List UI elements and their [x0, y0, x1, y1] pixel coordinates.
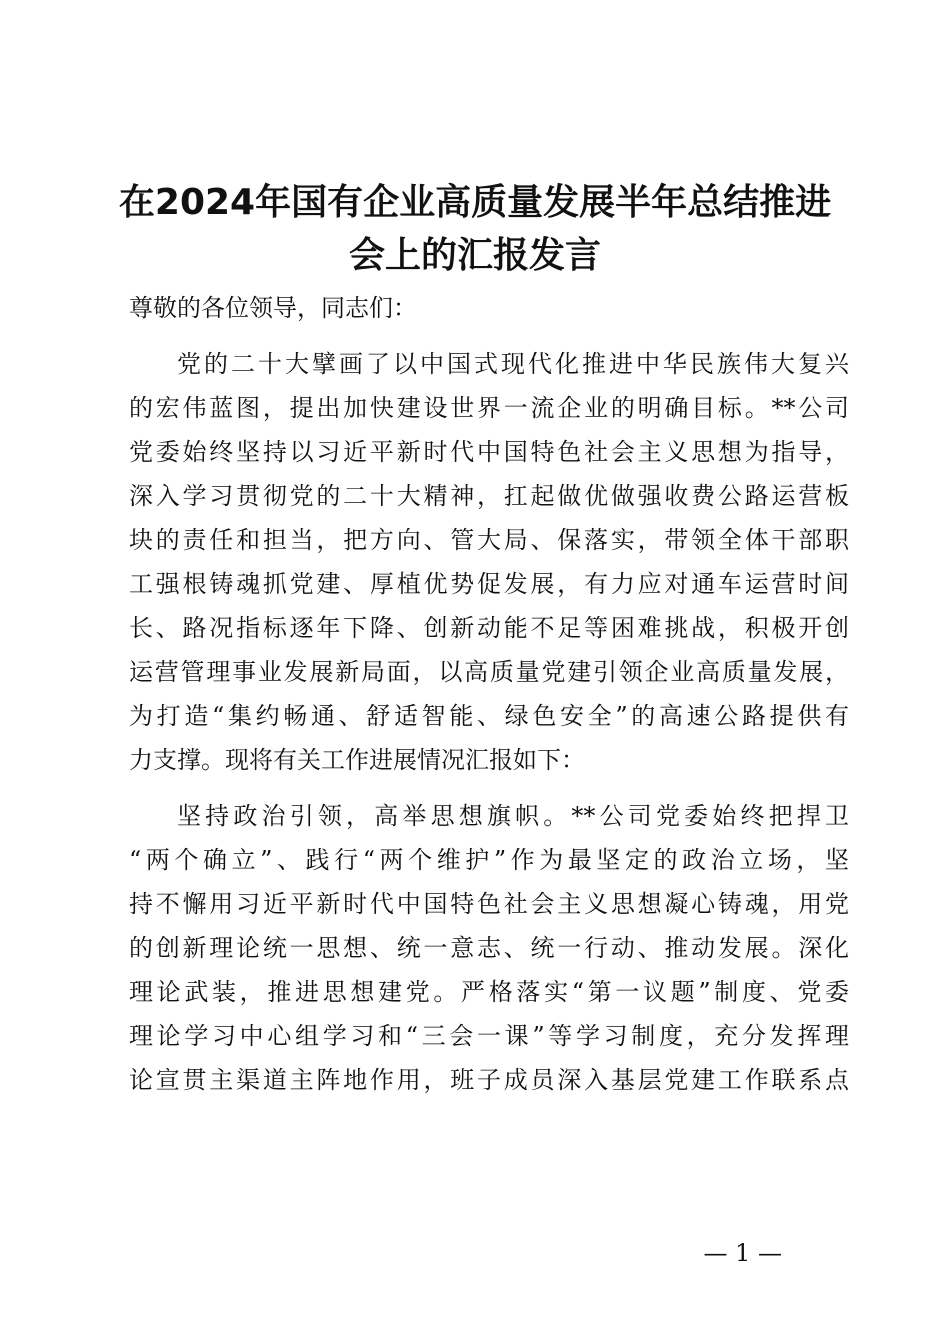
text-line: 坚持政治引领，高举思想旗帜。**公司党委始终把捍卫: [177, 802, 849, 830]
paragraph-intro: [129, 342, 849, 782]
document-body: [129, 286, 849, 1102]
title-line: 在2024年国有企业高质量发展半年总结推进: [118, 182, 832, 223]
text-line: 块的责任和担当，把方向、管大局、保落实，带领全体干部职: [129, 526, 849, 554]
paragraph-political-leadership: [129, 794, 849, 1102]
text-line: 为打造“集约畅通、舒适智能、绿色安全”的高速公路提供有: [129, 702, 849, 730]
page-number: — 1 —: [703, 1239, 782, 1267]
text-line: 长、路况指标逐年下降、创新动能不足等困难挑战，积极开创: [129, 614, 849, 642]
text-line: 深入学习贯彻党的二十大精神，扛起做优做强收费公路运营板: [129, 482, 849, 510]
text-line: 工强根铸魂抓党建、厚植优势促发展，有力应对通车运营时间: [129, 570, 849, 598]
text-line: 的创新理论统一思想、统一意志、统一行动、推动发展。深化: [129, 934, 849, 962]
text-line: 论宣贯主渠道主阵地作用，班子成员深入基层党建工作联系点: [129, 1066, 849, 1094]
text-line: 理论学习中心组学习和“三会一课”等学习制度，充分发挥理: [129, 1022, 849, 1050]
text-line: 理论武装，推进思想建党。严格落实“第一议题”制度、党委: [129, 978, 849, 1006]
salutation: 尊敬的各位领导，同志们：: [129, 294, 417, 322]
text-line: “两个确立”、践行“两个维护”作为最坚定的政治立场，坚: [129, 846, 849, 874]
text-line: 的宏伟蓝图，提出加快建设世界一流企业的明确目标。**公司: [129, 394, 849, 422]
title-line: 会上的汇报发言: [348, 235, 601, 276]
text-line: 党的二十大擘画了以中国式现代化推进中华民族伟大复兴: [177, 350, 849, 378]
text-line: 运营管理事业发展新局面，以高质量党建引领企业高质量发展，: [129, 658, 849, 686]
document-title: [100, 176, 850, 282]
text-line: 力支撑。现将有关工作进展情况汇报如下：: [129, 746, 585, 774]
text-line: 党委始终坚持以习近平新时代中国特色社会主义思想为指导，: [129, 438, 849, 466]
text-line: 持不懈用习近平新时代中国特色社会主义思想凝心铸魂，用党: [129, 890, 849, 918]
